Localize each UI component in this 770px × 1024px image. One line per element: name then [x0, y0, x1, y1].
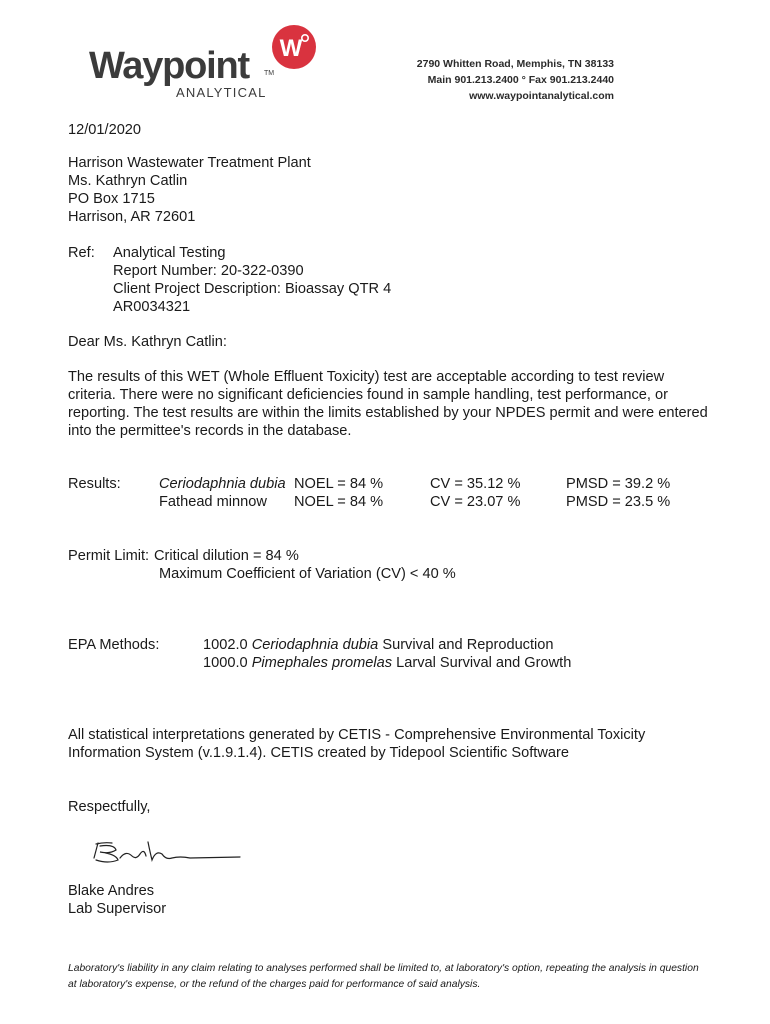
recipient-po-box: PO Box 1715	[68, 191, 155, 207]
ref-line-4: AR0034321	[113, 299, 191, 315]
ref-block	[113, 244, 391, 316]
stats-paragraph	[68, 726, 708, 762]
results-cv-1: CV = 35.12 %	[430, 476, 521, 492]
results-pmsd-2: PMSD = 23.5 %	[566, 494, 671, 510]
results-cv-2: CV = 23.07 %	[430, 494, 521, 510]
company-logo-badge-icon	[271, 24, 317, 70]
epa-method-2-code: 1000.0	[203, 655, 248, 671]
salutation: Dear Ms. Kathryn Catlin:	[68, 334, 227, 350]
company-logo-wordmark: Waypoint	[89, 45, 249, 87]
results-species-1: Ceriodaphnia dubia	[159, 476, 286, 492]
handwritten-signature	[90, 832, 250, 872]
signer-block	[68, 882, 166, 918]
epa-method-1	[203, 636, 554, 654]
permit-label: Permit Limit:	[68, 548, 150, 564]
letter-date: 12/01/2020	[68, 122, 142, 138]
results-species-2: Fathead minnow	[159, 494, 267, 510]
recipient-city: Harrison, AR 72601	[68, 209, 196, 225]
badge-letter: W	[279, 35, 303, 62]
signer-name: Blake Andres	[68, 883, 154, 899]
stats-paragraph-text: All statistical interpretations generated by CETIS - Comprehensive Environmental Toxicity Information System (v.1.9.1.4). CETIS created by Tidepool Scientific Software	[68, 727, 646, 761]
body-paragraph-text: The results of this WET (Whole Effluent Toxicity) test are acceptable according to test review criteria. There were no significant deficiencies found in sample handling, test performance, or reporting. The test results are within the limits established by your NPDES permit and were entered into the permittee's records in the database.	[68, 369, 708, 439]
company-address-block	[390, 56, 614, 104]
company-logo-subtitle: ANALYTICAL	[176, 85, 267, 100]
signer-title: Lab Supervisor	[68, 901, 167, 917]
website-line: www.waypointanalytical.com	[469, 90, 614, 102]
results-pmsd-1: PMSD = 39.2 %	[566, 476, 671, 492]
body-paragraph	[68, 368, 708, 440]
liability-footer: Laboratory's liability in any claim relating to analyses performed shall be limited to, at laboratory's option, repeating the analysis in question at laboratory's expense, or the refund of the charges paid for performance of said analysis.	[68, 963, 699, 990]
results-label: Results:	[68, 476, 121, 492]
epa-method-2	[203, 654, 571, 672]
trademark-mark: TM	[264, 70, 275, 77]
epa-method-1-species: Ceriodaphnia dubia	[251, 637, 379, 653]
results-noel-2: NOEL = 84 %	[294, 494, 384, 510]
recipient-name: Ms. Kathryn Catlin	[68, 173, 188, 189]
epa-method-1-desc: Survival and Reproduction	[382, 637, 554, 653]
address-line: 2790 Whitten Road, Memphis, TN 38133	[416, 58, 614, 70]
epa-method-2-desc: Larval Survival and Growth	[396, 655, 572, 671]
recipient-org: Harrison Wastewater Treatment Plant	[68, 155, 311, 171]
ref-label: Ref:	[68, 245, 95, 261]
permit-critical-dilution: Critical dilution = 84 %	[154, 548, 299, 564]
epa-method-1-code: 1002.0	[203, 637, 248, 653]
ref-line-3: Client Project Description: Bioassay QTR 4	[113, 281, 392, 297]
ref-line-2: Report Number: 20-322-0390	[113, 263, 304, 279]
results-noel-1: NOEL = 84 %	[294, 476, 384, 492]
ref-line-1: Analytical Testing	[113, 245, 226, 261]
recipient-block	[68, 154, 311, 226]
epa-method-2-species: Pimephales promelas	[251, 655, 393, 671]
closing: Respectfully,	[68, 799, 151, 815]
phone-fax-line: Main 901.213.2400 ° Fax 901.213.2440	[427, 74, 614, 86]
epa-methods-label: EPA Methods:	[68, 637, 160, 653]
permit-max-cv: Maximum Coefficient of Variation (CV) < 40 %	[159, 566, 456, 582]
